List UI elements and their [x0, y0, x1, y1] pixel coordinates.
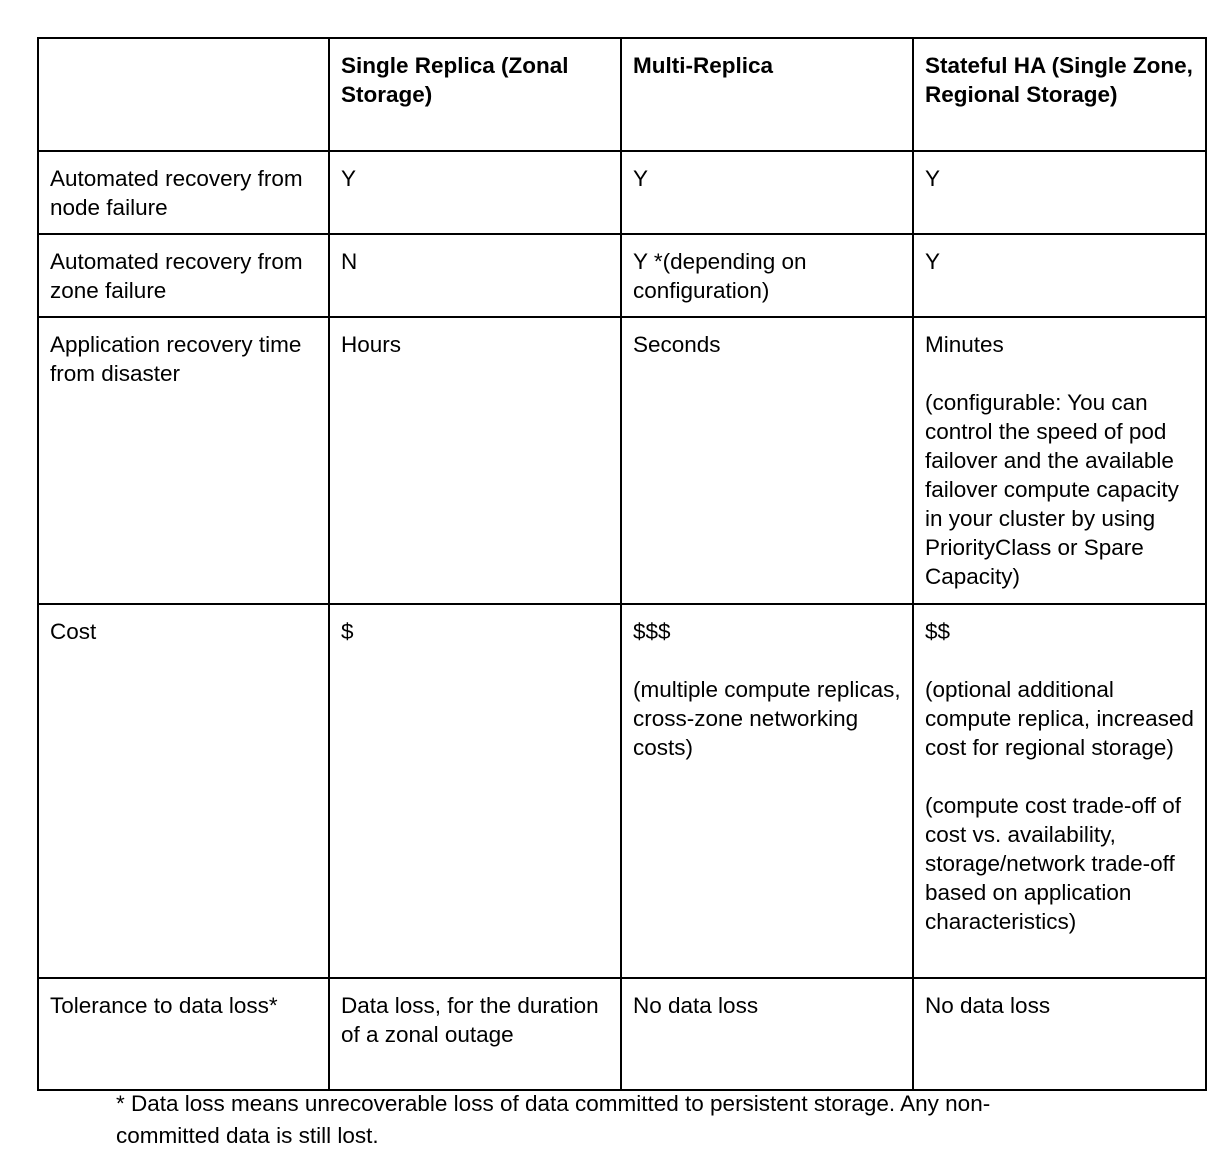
cell-single-replica	[329, 234, 621, 317]
cell-single-replica	[329, 151, 621, 234]
table-row-node-failure	[38, 151, 1206, 234]
row-label: Automated recovery from node failure	[38, 151, 329, 234]
cell-stateful-ha	[913, 234, 1206, 317]
row-label: Cost	[38, 604, 329, 978]
header-corner-cell	[38, 38, 329, 151]
cell-text: No data loss	[633, 993, 759, 1018]
cell-text: Hours	[341, 332, 402, 357]
comparison-table	[37, 37, 1207, 1091]
cell-note: (compute cost trade-off of cost vs. availability, storage/network trade-off based on application characteristics)	[925, 793, 1181, 934]
cell-multi-replica	[621, 978, 913, 1090]
cell-multi-replica	[621, 151, 913, 234]
cell-multi-replica	[621, 234, 913, 317]
cell-text: Minutes	[925, 332, 1004, 357]
row-label: Automated recovery from zone failure	[38, 234, 329, 317]
cell-note: (optional additional compute replica, increased cost for regional storage)	[925, 677, 1194, 760]
cell-stateful-ha	[913, 151, 1206, 234]
cell-text: Y *(depending on configuration)	[633, 249, 807, 303]
cell-text: Data loss, for the duration of a zonal outage	[341, 993, 599, 1047]
cell-note: (multiple compute replicas, cross-zone networking costs)	[633, 677, 901, 760]
cell-multi-replica	[621, 317, 913, 604]
table-row-data-loss	[38, 978, 1206, 1090]
cell-text: Y	[925, 249, 941, 274]
header-stateful-ha: Stateful HA (Single Zone, Regional Storage)	[913, 38, 1206, 151]
row-label: Tolerance to data loss*	[38, 978, 329, 1090]
table-row-cost	[38, 604, 1206, 978]
cell-text: N	[341, 249, 358, 274]
header-multi-replica: Multi-Replica	[621, 38, 913, 151]
cell-text: $$	[925, 619, 951, 644]
header-row	[38, 38, 1206, 151]
table-row-recovery-time	[38, 317, 1206, 604]
cell-single-replica	[329, 978, 621, 1090]
cell-text: $$$	[633, 619, 671, 644]
cell-stateful-ha	[913, 604, 1206, 978]
cell-text: $	[341, 619, 354, 644]
cell-text: Y	[341, 166, 357, 191]
cell-note: (configurable: You can control the speed of pod failover and the available failover compute capacity in your cluster by using PriorityClass or Spare Capacity)	[925, 390, 1179, 589]
cell-single-replica	[329, 317, 621, 604]
footnote: * Data loss means unrecoverable loss of data committed to persistent storage. Any non-committed data is still lost.	[116, 1091, 991, 1148]
cell-text: Y	[633, 166, 649, 191]
cell-stateful-ha	[913, 978, 1206, 1090]
cell-single-replica	[329, 604, 621, 978]
cell-text: No data loss	[925, 993, 1051, 1018]
cell-text: Seconds	[633, 332, 721, 357]
header-single-replica: Single Replica (Zonal Storage)	[329, 38, 621, 151]
cell-stateful-ha	[913, 317, 1206, 604]
table-row-zone-failure	[38, 234, 1206, 317]
row-label: Application recovery time from disaster	[38, 317, 329, 604]
cell-text: Y	[925, 166, 941, 191]
cell-multi-replica	[621, 604, 913, 978]
